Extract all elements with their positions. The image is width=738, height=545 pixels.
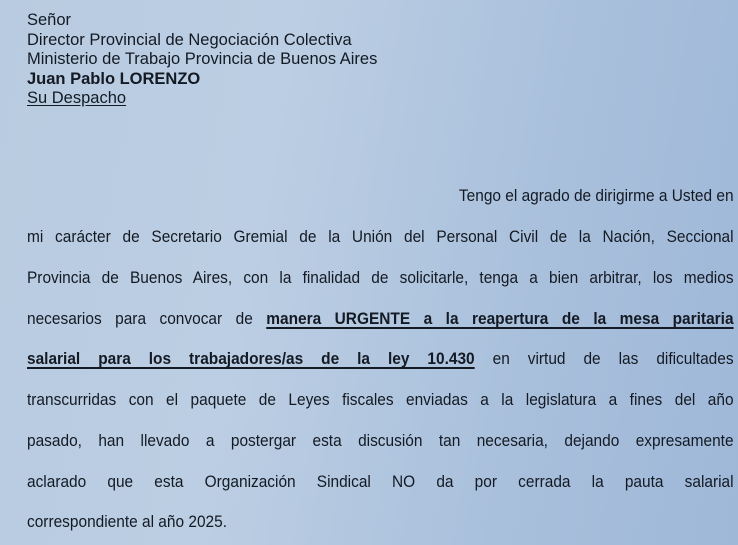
body-line-3: Provincia de Buenos Aires, con la finalidad de solicitarle, tenga a bien arbitrar, los medios xyxy=(27,268,734,287)
body-line-6: transcurridas con el paquete de Leyes fiscales enviadas a la legislatura a fines del año xyxy=(27,390,734,409)
urgent-request-highlight: manera URGENTE a la reapertura de la mesa paritaria xyxy=(266,309,734,328)
salutation: Señor xyxy=(27,11,72,29)
body-line-5 xyxy=(27,349,734,369)
law-reference-highlight: salarial para los trabajadores/as de la ley 10.430 xyxy=(27,349,475,368)
body-line-1: Tengo el agrado de dirigirme a Usted en xyxy=(458,186,734,205)
addressee-closing: Su Despacho xyxy=(27,89,127,107)
body-line-4 xyxy=(27,309,734,329)
body-line-5-text: en virtud de las dificultades xyxy=(474,349,734,368)
body-line-9: correspondiente al año 2025. xyxy=(27,512,227,531)
addressee-name: Juan Pablo LORENZO xyxy=(27,69,201,88)
body-line-8: aclarado que esta Organización Sindical NO da por cerrada la pauta salarial xyxy=(27,472,734,491)
body-line-4-text: necesarios para convocar de xyxy=(27,309,267,328)
body-line-7: pasado, han llevado a postergar esta discusión tan necesaria, dejando expresamente xyxy=(27,431,734,450)
addressee-position: Director Provincial de Negociación Colectiva xyxy=(27,30,352,49)
addressee-block xyxy=(27,11,377,109)
addressee-ministry: Ministerio de Trabajo Provincia de Buenos Aires xyxy=(27,50,378,68)
body-line-2: mi carácter de Secretario Gremial de la Unión del Personal Civil de la Nación, Seccional xyxy=(27,227,734,246)
